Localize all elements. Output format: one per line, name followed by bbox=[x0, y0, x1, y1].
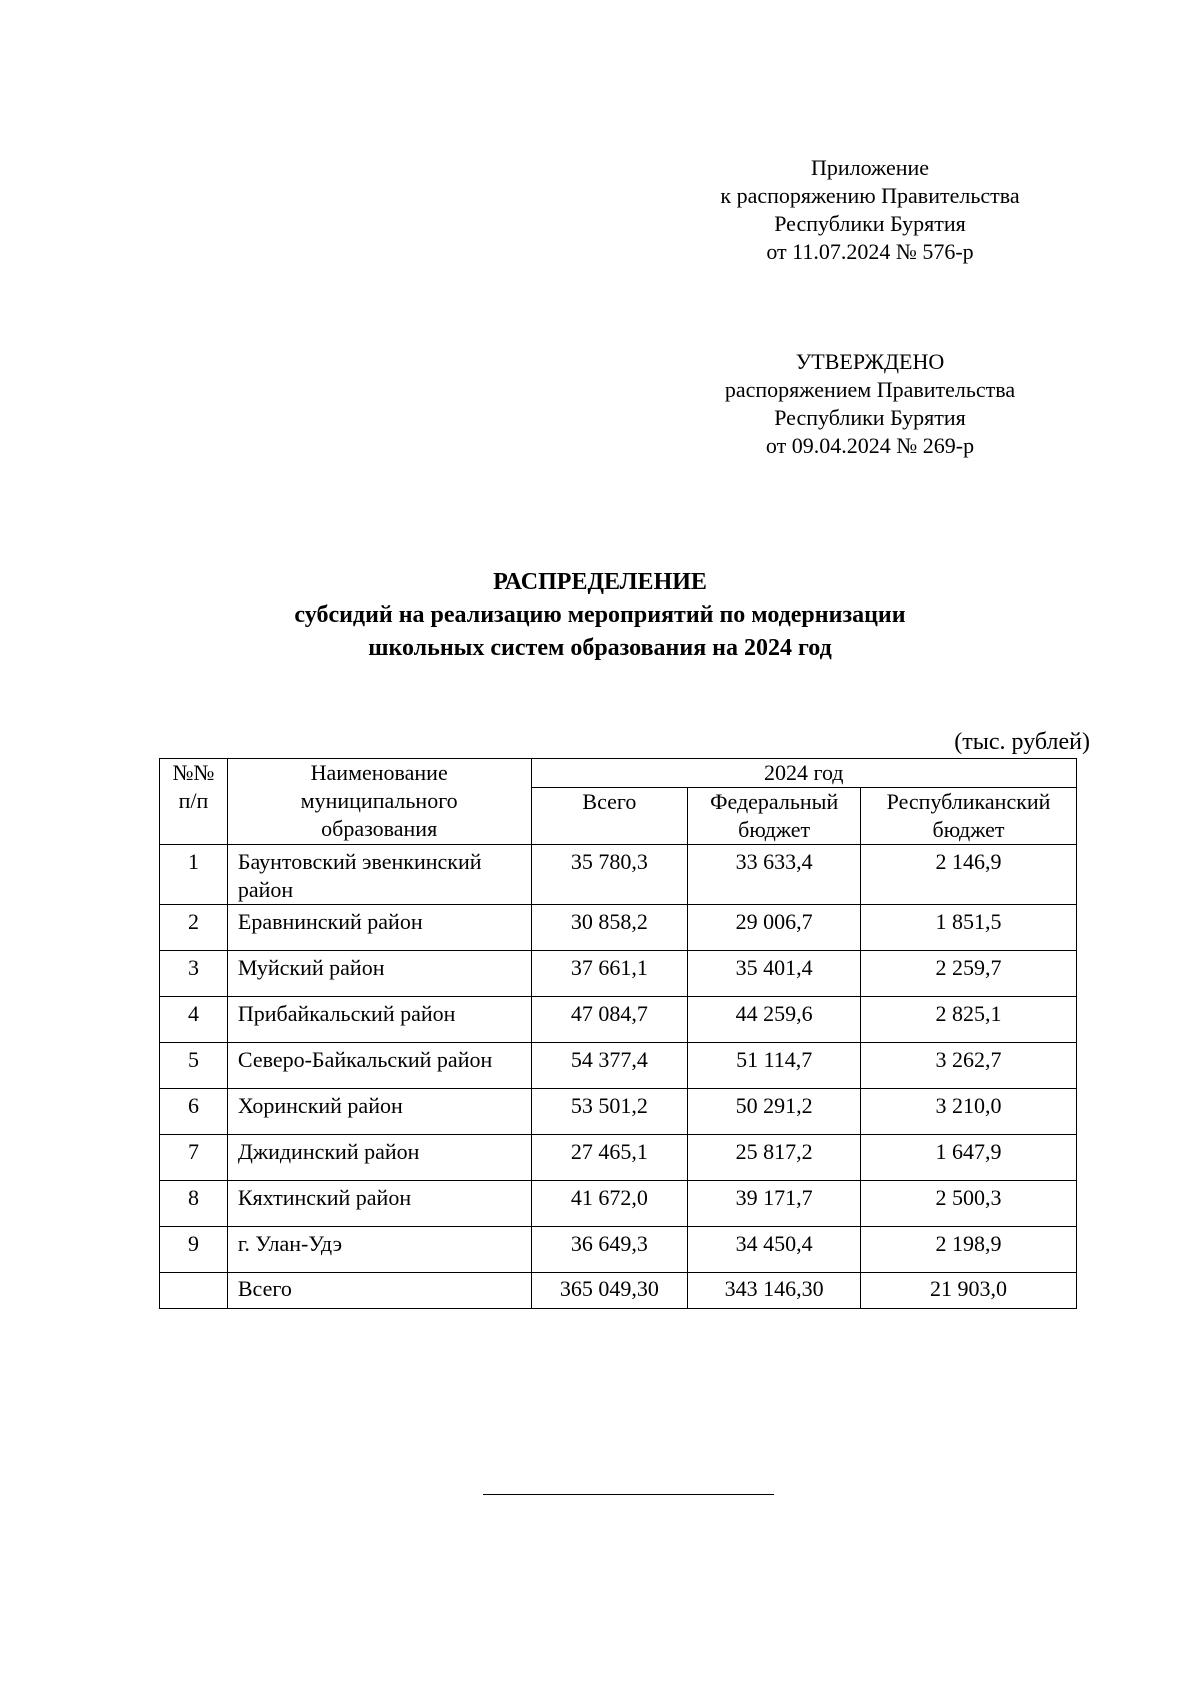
cell-republic: 1 647,9 bbox=[861, 1135, 1077, 1181]
document-title bbox=[160, 566, 1040, 665]
cell-municipality: Прибайкальский район bbox=[227, 997, 531, 1043]
cell-federal: 25 817,2 bbox=[688, 1135, 861, 1181]
cell-total: 54 377,4 bbox=[531, 1043, 688, 1089]
table-total-row bbox=[160, 1273, 1077, 1309]
cell-federal: 44 259,6 bbox=[688, 997, 861, 1043]
approved-line: распоряжением Правительства bbox=[724, 377, 1016, 402]
cell-total: 30 858,2 bbox=[531, 905, 688, 951]
cell-federal: 50 291,2 bbox=[688, 1089, 861, 1135]
cell-republic: 2 198,9 bbox=[861, 1227, 1077, 1273]
cell-federal: 35 401,4 bbox=[688, 951, 861, 997]
table-header bbox=[160, 759, 1077, 845]
cell-municipality: Джидинский район bbox=[227, 1135, 531, 1181]
cell-total: 36 649,3 bbox=[531, 1227, 688, 1273]
approved-line: от 09.04.2024 № 269-р bbox=[765, 433, 975, 458]
header-year: 2024 год bbox=[531, 759, 1077, 788]
table-row bbox=[160, 1181, 1077, 1227]
cell-number: 5 bbox=[160, 1043, 228, 1089]
cell-number: 1 bbox=[160, 845, 228, 905]
table-row bbox=[160, 1227, 1077, 1273]
header-total: Всего bbox=[531, 788, 688, 845]
units-label: (тыс. рублей) bbox=[954, 729, 1090, 755]
closing-rule bbox=[483, 1494, 774, 1495]
approved-line: УТВЕРЖДЕНО bbox=[795, 349, 945, 374]
cell-total: 27 465,1 bbox=[531, 1135, 688, 1181]
cell-grand-total: 365 049,30 bbox=[531, 1273, 688, 1309]
cell-total: 37 661,1 bbox=[531, 951, 688, 997]
cell-municipality: Баунтовский эвенкинский район bbox=[227, 845, 531, 905]
table-row bbox=[160, 1089, 1077, 1135]
table-row bbox=[160, 997, 1077, 1043]
cell-federal: 33 633,4 bbox=[688, 845, 861, 905]
cell-federal: 29 006,7 bbox=[688, 905, 861, 951]
cell-republic: 3 210,0 bbox=[861, 1089, 1077, 1135]
cell-republic-total: 21 903,0 bbox=[861, 1273, 1077, 1309]
table-row bbox=[160, 1043, 1077, 1089]
cell-number: 8 bbox=[160, 1181, 228, 1227]
appendix-line: Приложение bbox=[810, 155, 930, 180]
cell-municipality: Северо-Байкальский район bbox=[227, 1043, 531, 1089]
header-republic: Республиканский бюджет bbox=[861, 788, 1077, 845]
cell-federal: 39 171,7 bbox=[688, 1181, 861, 1227]
cell-total-label: Всего bbox=[227, 1273, 531, 1309]
cell-republic: 2 259,7 bbox=[861, 951, 1077, 997]
cell-federal: 51 114,7 bbox=[688, 1043, 861, 1089]
cell-number: 2 bbox=[160, 905, 228, 951]
cell-municipality: г. Улан-Удэ bbox=[227, 1227, 531, 1273]
distribution-table bbox=[159, 758, 1077, 1309]
title-line: субсидий на реализацию мероприятий по модернизации bbox=[294, 602, 906, 628]
cell-number: 7 bbox=[160, 1135, 228, 1181]
cell-municipality: Муйский район bbox=[227, 951, 531, 997]
table-body bbox=[160, 845, 1077, 1309]
cell-number: 9 bbox=[160, 1227, 228, 1273]
title-line: РАСПРЕДЕЛЕНИЕ bbox=[493, 569, 707, 595]
cell-federal-total: 343 146,30 bbox=[688, 1273, 861, 1309]
header-federal: Федеральный бюджет bbox=[688, 788, 861, 845]
appendix-line: Республики Бурятия bbox=[774, 211, 966, 236]
table-row bbox=[160, 951, 1077, 997]
cell-total: 47 084,7 bbox=[531, 997, 688, 1043]
appendix-block bbox=[690, 154, 1050, 266]
cell-republic: 2 500,3 bbox=[861, 1181, 1077, 1227]
cell-municipality: Хоринский район bbox=[227, 1089, 531, 1135]
table-row bbox=[160, 1135, 1077, 1181]
cell-republic: 2 825,1 bbox=[861, 997, 1077, 1043]
header-number: №№ п/п bbox=[160, 759, 228, 845]
approved-block bbox=[690, 348, 1050, 460]
table-row bbox=[160, 845, 1077, 905]
title-line: школьных систем образования на 2024 год bbox=[368, 635, 832, 661]
header-municipality: Наименование муниципального образования bbox=[227, 759, 531, 845]
cell-municipality: Кяхтинский район bbox=[227, 1181, 531, 1227]
cell-republic: 2 146,9 bbox=[861, 845, 1077, 905]
cell-number: 6 bbox=[160, 1089, 228, 1135]
appendix-line: от 11.07.2024 № 576-р bbox=[766, 239, 974, 264]
cell-republic: 1 851,5 bbox=[861, 905, 1077, 951]
cell-republic: 3 262,7 bbox=[861, 1043, 1077, 1089]
appendix-line: к распоряжению Правительства bbox=[720, 183, 1020, 208]
cell-total: 53 501,2 bbox=[531, 1089, 688, 1135]
cell-federal: 34 450,4 bbox=[688, 1227, 861, 1273]
cell-municipality: Еравнинский район bbox=[227, 905, 531, 951]
cell-number: 3 bbox=[160, 951, 228, 997]
cell-total: 41 672,0 bbox=[531, 1181, 688, 1227]
cell-number bbox=[160, 1273, 228, 1309]
approved-line: Республики Бурятия bbox=[774, 405, 966, 430]
table-row bbox=[160, 905, 1077, 951]
cell-number: 4 bbox=[160, 997, 228, 1043]
cell-total: 35 780,3 bbox=[531, 845, 688, 905]
